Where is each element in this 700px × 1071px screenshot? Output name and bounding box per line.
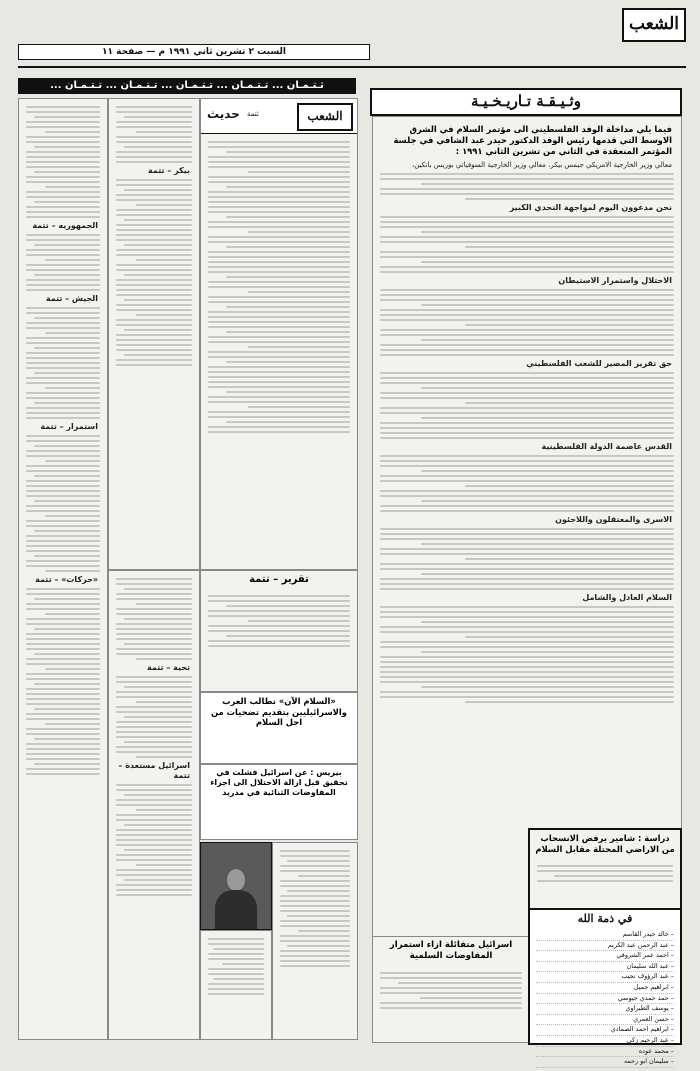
hadith-label: حديث [207, 107, 240, 121]
madrid-headline: بيريس : عن اسرائيل فشلت في تحقيق قبل ازالة الاحتلال الى اجراء المفاوضات الثنائية في مدريد [210, 768, 348, 797]
israel-headline: اسرائيل متفائلة ازاء استمرار المفاوضات السلمية [389, 940, 513, 961]
page-header [18, 8, 686, 66]
section-heading: الاحتلال واستمرار الاستيطان [558, 276, 672, 285]
memorial-name: – خالد حيدر القاسم [536, 930, 674, 941]
shamir-box [528, 828, 682, 912]
main-banner: وثـيـقـة تـاريـخـيـة [370, 88, 682, 116]
memorial-name: – حسن الغمري [536, 1015, 674, 1026]
section-heading: القدس عاصمة الدولة الفلسطينية [541, 442, 672, 451]
section-heading: حق تقرير المصير للشعب الفلسطيني [526, 359, 672, 368]
section-heading: الاسرى والمعتقلون واللاجئون [555, 515, 672, 524]
memorial-name: – حمد حمدي جيوسي [536, 994, 674, 1005]
memorial-names [530, 927, 680, 1071]
memorial-name: – ابراهيم احمد الصمادي [536, 1025, 674, 1036]
israel-article [372, 936, 530, 1043]
report-headline: تقرير – تتمة [249, 574, 309, 585]
madrid-article [200, 764, 358, 840]
portrait-photo [200, 842, 272, 930]
main-article-lead: فيما يلي مداخلة الوفد الفلسطيني الى مؤتمر السلام في الشرق الاوسط التي قدمها رئيس الوفد الدكتور حيدر عبد الشافي في جلسة المؤتمر المنعقدة في الثاني من تشرين الثاني ١٩٩١ : [393, 124, 672, 156]
peace-now-article [200, 692, 358, 764]
hadith-logo: الشعب [297, 103, 353, 131]
tamman-strip: ثـتـمـان ... تـتـمـان ... تـتـمـان ... تـتـمـان ... تـتـمـان ... [18, 78, 356, 94]
dateline: السبت ٢ تشرين ثاني ١٩٩١ م — صفحة ١١ [18, 44, 370, 60]
israel-ready-heading: اسرائيل مستعدة – تتمة [118, 761, 190, 780]
tahya-column [108, 570, 200, 1040]
memorial-name: – عبد الله سليمان [536, 962, 674, 973]
peace-now-headline: «السلام الآن» تطالب العرب والاسرائيليين بتقديم تضحيات من اجل السلام [210, 696, 347, 727]
hadith-header [201, 99, 357, 134]
hadith-column [200, 98, 358, 570]
hadith-byline: ثتمة [247, 110, 259, 118]
report-article [200, 570, 358, 692]
section-heading: نحن مدعوون اليوم لمواجهة التحدي الكبير [509, 203, 672, 212]
memorial-name: – يوسف الطيراوي [536, 1004, 674, 1015]
memorial-name: – عبد الرحيم زكي [536, 1036, 674, 1047]
photo-caption-column [200, 930, 272, 1040]
memorial-name: – احمد عمر الشروقي [536, 951, 674, 962]
memorial-box [528, 908, 682, 1066]
bikr-heading: بيكر – تتمة [148, 166, 190, 175]
main-article [372, 116, 682, 938]
shamir-headline: دراسة : شامير يرفض الانسحاب من الاراضي المحتلة مقابل السلام [535, 833, 675, 854]
main-article-salutation: معالي وزير الخارجية الامريكي جيمس بيكر، معالي وزير الخارجية السوفياتي بوريس بانكين، [411, 161, 672, 169]
madrid-body [272, 842, 358, 1040]
memorial-name: – سليمان ابو رحمه [536, 1057, 674, 1068]
header-rule [18, 66, 686, 68]
left-column [18, 98, 108, 1040]
tahya-heading: تحية – تتمة [147, 663, 190, 672]
section-heading: السلام العادل والشامل [582, 593, 672, 602]
jumhuriya-heading: الجمهوريه – تتمة [32, 221, 98, 230]
masthead-logo: الشعب [622, 8, 686, 42]
bikr-column [108, 98, 200, 570]
memorial-title: في ذمة الله [577, 912, 633, 925]
memorial-name: – عبد الرؤوف نجيب [536, 972, 674, 983]
memorial-name: – عبد الرحمن عبد الكريم [536, 941, 674, 952]
memorial-name: – ابراهيم جميل [536, 983, 674, 994]
harakat-heading: «حركات» – تتمة [35, 575, 98, 584]
istimrar-heading: استمرار – تتمة [40, 422, 98, 431]
article-text [378, 173, 676, 703]
jaysh-heading: الجيش – تتمة [45, 294, 98, 303]
memorial-name: – محمد عوده [536, 1047, 674, 1058]
